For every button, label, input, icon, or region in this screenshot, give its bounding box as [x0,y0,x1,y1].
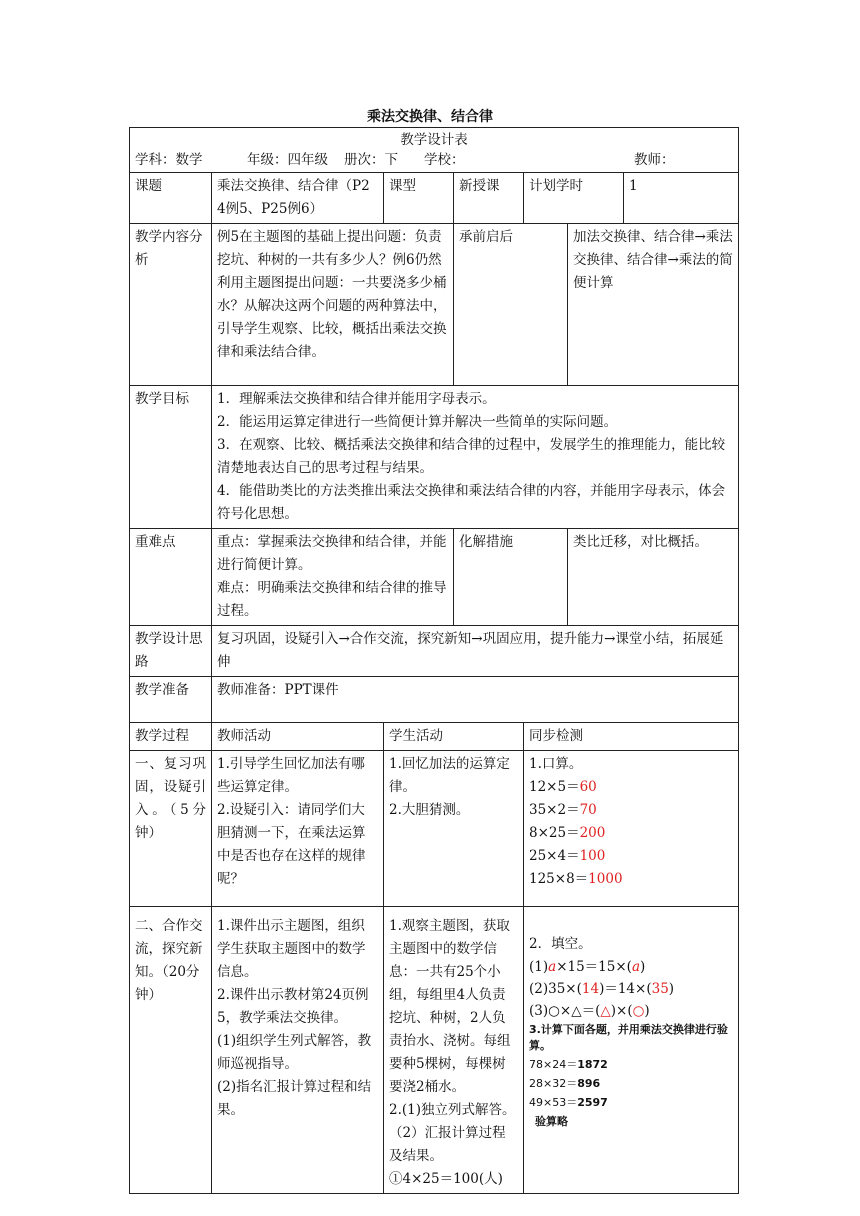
content-analysis-label: 教学内容分析 [130,224,212,386]
connection-label: 承前启后 [454,224,568,386]
check-item: 35×2＝70 [529,802,597,818]
topic-value: 乘法交换律、结合律（P24例5、P25例6） [212,173,384,224]
connection-text: 加法交换律、结合律→乘法交换律、结合律→乘法的简便计算 [568,224,739,386]
resolution-text: 类比迁移，对比概括。 [568,529,739,626]
calc-note: 验算略 [535,1115,568,1128]
design-idea-text: 复习巩固，设疑引入→合作交流，探究新知→巩固应用，提升能力→课堂小结，拓展延伸 [212,626,739,677]
stage-name: 一、复习巩固，设疑引入。（5分钟） [130,751,212,907]
teacher-step: 2.课件出示教材第24页例5，教学乘法交换律。 [217,987,369,1026]
preparation-text: 教师准备：PPT课件 [212,677,739,723]
answer: 200 [579,825,606,841]
process-header: 教学过程 [130,723,212,751]
teaching-goals-list [212,386,739,529]
key-points-label: 重难点 [130,529,212,626]
student-activity-header: 学生活动 [384,723,524,751]
volume-field: 册次：下 [344,152,398,168]
teacher-step: (2)指名汇报计算过程和结果。 [217,1079,372,1118]
calc-title: 3.计算下面各题，并用乘法交换律进行验算。 [529,1023,728,1052]
calc-item: 28×32＝896 [529,1077,601,1090]
answer: 1000 [588,871,623,887]
resolution-label: 化解措施 [454,529,568,626]
teacher-activity [212,907,384,1194]
check-item: 8×25＝200 [529,825,606,841]
subject-field: 学科：数学 [135,152,203,168]
check-title: 1.口算。 [529,756,583,772]
info-row [130,150,739,173]
fill-item: (1)a×15＝15×(a) [529,959,646,975]
document-title: 乘法交换律、结合律 [367,109,493,125]
student-step: 1.观察主题图，获取主题图中的数学信息：一共有25个小组，每组里4人负责挖坑、种树，2人负责抬水、浇树。每组要种5棵树，每棵树要浇2桶水。 [389,918,511,1095]
calc-item: 78×24＝1872 [529,1058,608,1071]
teacher-field: 教师： [634,152,675,168]
check-item: 25×4＝100 [529,848,606,864]
goal-item: 3．在观察、比较、概括乘法交换律和结合律的过程中，发展学生的推理能力，能比较清楚地表达自己的思考过程与结果。 [217,437,726,476]
table-title: 教学设计表 [130,128,739,151]
check-title: 2．填空。 [529,936,592,952]
student-step: 2.(1)独立列式解答。 [389,1102,516,1118]
answer: 100 [579,848,606,864]
sync-check [524,907,739,1194]
answer: 60 [579,779,597,795]
student-activity [384,751,524,907]
teacher-step: 1.引导学生回忆加法有哪些运算定律。 [217,756,365,795]
teacher-step: 1.课件出示主题图，组织学生获取主题图中的数学信息。 [217,918,366,980]
fill-item: (2)35×(14)＝14×(35) [529,981,675,997]
planned-hours-label: 计划学时 [524,173,624,224]
difficult-point: 难点：明确乘法交换律和结合律的推导过程。 [217,580,447,619]
key-points-text [212,529,454,626]
sync-check-header: 同步检测 [524,723,739,751]
lesson-type-label: 课型 [384,173,454,224]
teacher-activity [212,751,384,907]
grade-field: 年级：四年级 [247,152,328,168]
planned-hours-value: 1 [624,173,739,224]
student-step: 1.回忆加法的运算定律。 [389,756,510,795]
design-idea-label: 教学设计思路 [130,626,212,677]
check-item: 125×8＝1000 [529,871,623,887]
teacher-step: (1)组织学生列式解答，教师巡视指导。 [217,1033,372,1072]
goal-item: 4．能借助类比的方法类推出乘法交换律和乘法结合律的内容，并能用字母表示，体会符号化思想。 [217,483,726,522]
lesson-type-value: 新授课 [454,173,524,224]
topic-label: 课题 [130,173,212,224]
teacher-step: 2.设疑引入：请同学们大胆猜测一下，在乘法运算中是否也存在这样的规律呢？ [217,802,366,887]
student-activity [384,907,524,1194]
teacher-activity-header: 教师活动 [212,723,384,751]
student-step: （2）汇报计算过程及结果。 [389,1125,506,1164]
preparation-label: 教学准备 [130,677,212,723]
content-analysis-text: 例5在主题图的基础上提出问题：负责挖坑、种树的一共有多少人？例6仍然利用主题图提出问题：一共要浇多少桶水？从解决这两个问题的两种算法中，引导学生观察、比较，概括出乘法交换律和乘法结合律。 [212,224,454,386]
student-step: 2.大胆猜测。 [389,802,470,818]
key-point: 重点：掌握乘法交换律和结合律，并能进行简便计算。 [217,534,447,573]
student-step: ①4×25＝100(人) [389,1171,503,1187]
fill-item: (3)○×△＝(△)×(○) [529,1003,650,1019]
sync-check [524,751,739,907]
lesson-plan-table [129,127,739,1194]
goal-item: 1．理解乘法交换律和结合律并能用字母表示。 [217,391,496,407]
stage-name: 二、合作交流，探究新知。（20分钟） [130,907,212,1194]
answer: 70 [579,802,597,818]
calc-exercise [529,1022,733,1130]
school-field: 学校： [424,152,465,168]
goal-item: 2．能运用运算定律进行一些简便计算并解决一些简单的实际问题。 [217,414,618,430]
teaching-goals-label: 教学目标 [130,386,212,529]
check-item: 12×5＝60 [529,779,597,795]
calc-item: 49×53＝2597 [529,1096,608,1109]
